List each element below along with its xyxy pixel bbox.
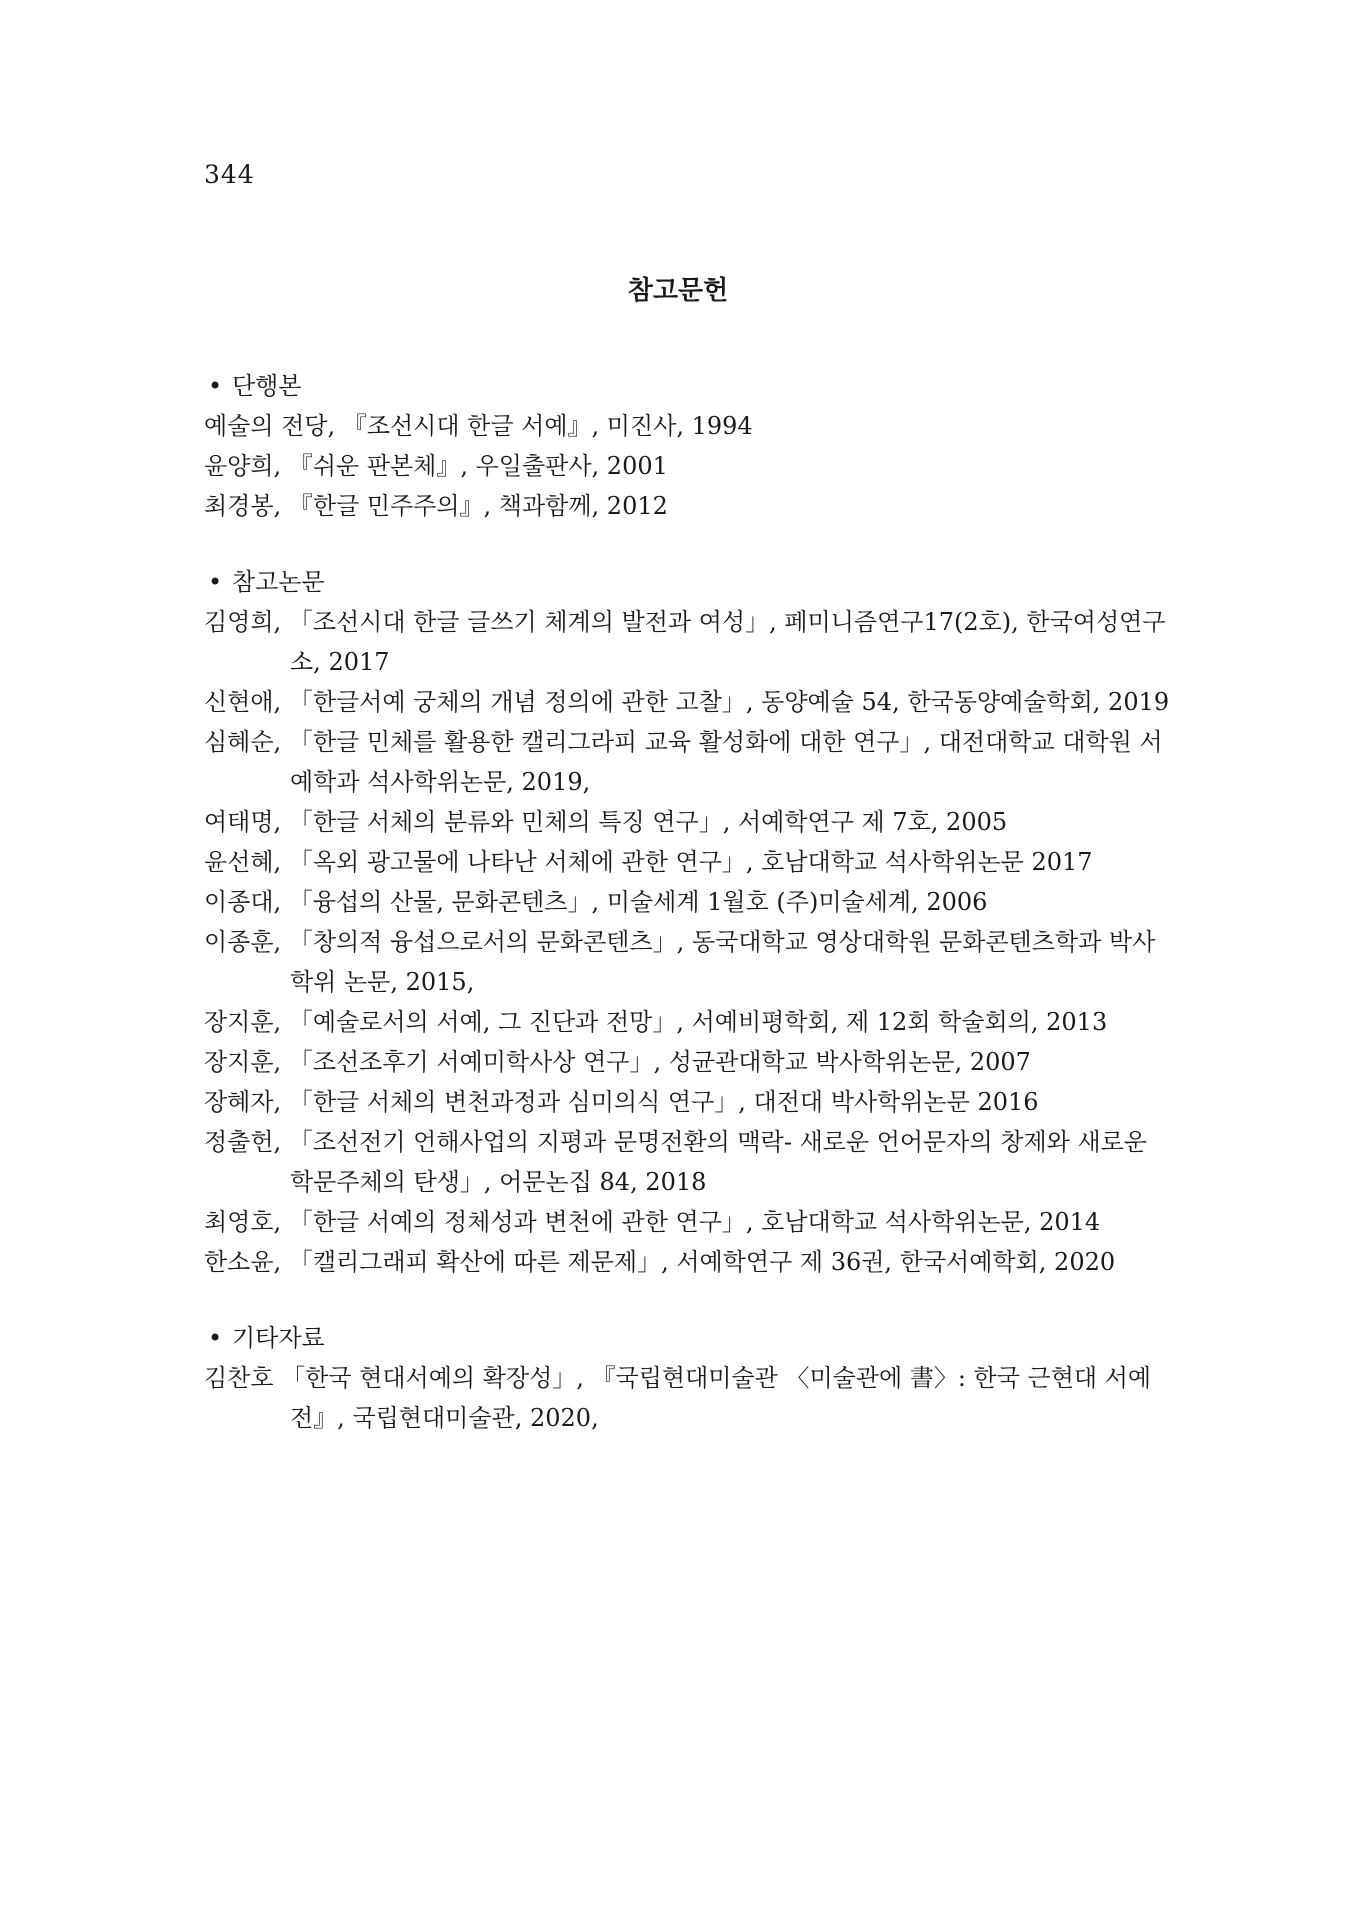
reference-entry [204,922,1174,1002]
reference-entry [204,802,1174,842]
reference-author: 장지훈, [204,1048,282,1076]
reference-entry [204,446,1174,486]
bullet-icon: • [208,372,223,400]
reference-detail: 『한글 민주주의』, 책과함께, 2012 [281,492,668,520]
reference-detail: 「조선시대 한글 글쓰기 체계의 발전과 여성」, 페미니즘연구17(2호), 한국여성연구소, 2017 [281,608,1166,676]
section-heading-label: 기타자료 [232,1324,325,1352]
reference-entry [204,1358,1174,1438]
reference-entry [204,842,1174,882]
section-monographs [204,366,1174,526]
reference-detail: 「옥외 광고물에 나타난 서체에 관한 연구」, 호남대학교 석사학위논문 2017 [281,848,1093,876]
reference-detail: 「한글서예 궁체의 개념 정의에 관한 고찰」, 동양예술 54, 한국동양예술학회, 2019 [281,688,1170,716]
page-number: 344 [204,160,255,189]
section-other-materials [204,1318,1174,1438]
reference-entry [204,682,1174,722]
reference-author: 최경봉, [204,492,282,520]
reference-author: 김영희, [204,608,282,636]
reference-author: 김찬호 [204,1364,274,1392]
reference-entry [204,602,1174,682]
reference-entry [204,486,1174,526]
section-heading-label: 참고논문 [232,568,325,596]
reference-list [204,602,1174,1282]
reference-detail: 「창의적 융섭으로서의 문화콘텐츠」, 동국대학교 영상대학원 문화콘텐츠학과 박사학위 논문, 2015, [281,928,1156,996]
reference-detail: 「조선전기 언해사업의 지평과 문명전환의 맥락- 새로운 언어문자의 창제와 새로운 학문주체의 탄생」, 어문논집 84, 2018 [281,1128,1148,1196]
reference-detail: 「예술로서의 서예, 그 진단과 전망」, 서예비평학회, 제 12회 학술회의, 2013 [281,1008,1108,1036]
reference-author: 신현애, [204,688,282,716]
reference-author: 이종훈, [204,928,282,956]
reference-detail: 「조선조후기 서예미학사상 연구」, 성균관대학교 박사학위논문, 2007 [281,1048,1031,1076]
section-papers [204,562,1174,1282]
reference-list [204,1358,1174,1438]
reference-author: 한소윤, [204,1248,282,1276]
reference-detail: 「한국 현대서예의 확장성」, 『국립현대미술관 〈미술관에 書〉: 한국 근현대 서예전』, 국립현대미술관, 2020, [273,1364,1152,1432]
reference-author: 최영호, [204,1208,282,1236]
reference-entry [204,1242,1174,1282]
reference-entry [204,1002,1174,1042]
reference-entry [204,1082,1174,1122]
reference-author: 정출헌, [204,1128,282,1156]
bullet-icon: • [208,1324,223,1352]
references-body [204,366,1174,1474]
reference-detail: 「한글 서체의 변천과정과 심미의식 연구」, 대전대 박사학위논문 2016 [281,1088,1039,1116]
reference-list [204,406,1174,526]
reference-author: 윤양희, [204,452,282,480]
reference-detail: 「한글 민체를 활용한 캘리그라피 교육 활성화에 대한 연구」, 대전대학교 대학원 서예학과 석사학위논문, 2019, [281,728,1163,796]
section-heading [204,1318,1174,1358]
section-heading-label: 단행본 [232,372,302,400]
reference-detail: 「융섭의 산물, 문화콘텐츠」, 미술세계 1월호 (주)미술세계, 2006 [281,888,988,916]
reference-detail: 『쉬운 판본체』, 우일출판사, 2001 [281,452,668,480]
reference-entry [204,1122,1174,1202]
reference-entry [204,406,1174,446]
reference-author: 여태명, [204,808,282,836]
reference-entry [204,1042,1174,1082]
page-title: 참고문헌 [627,276,729,306]
reference-author: 윤선혜, [204,848,282,876]
reference-entry [204,722,1174,802]
reference-detail: 『조선시대 한글 서예』, 미진사, 1994 [335,412,753,440]
reference-author: 장혜자, [204,1088,282,1116]
bullet-icon: • [208,568,223,596]
reference-entry [204,882,1174,922]
reference-entry [204,1202,1174,1242]
reference-author: 장지훈, [204,1008,282,1036]
reference-author: 심혜순, [204,728,282,756]
section-heading [204,562,1174,602]
reference-author: 예술의 전당, [204,412,336,440]
reference-detail: 「한글 서예의 정체성과 변천에 관한 연구」, 호남대학교 석사학위논문, 2014 [281,1208,1101,1236]
section-heading [204,366,1174,406]
reference-detail: 「한글 서체의 분류와 민체의 특징 연구」, 서예학연구 제 7호, 2005 [281,808,1008,836]
reference-detail: 「캘리그래피 확산에 따른 제문제」, 서예학연구 제 36권, 한국서예학회, 2020 [281,1248,1116,1276]
reference-author: 이종대, [204,888,282,916]
